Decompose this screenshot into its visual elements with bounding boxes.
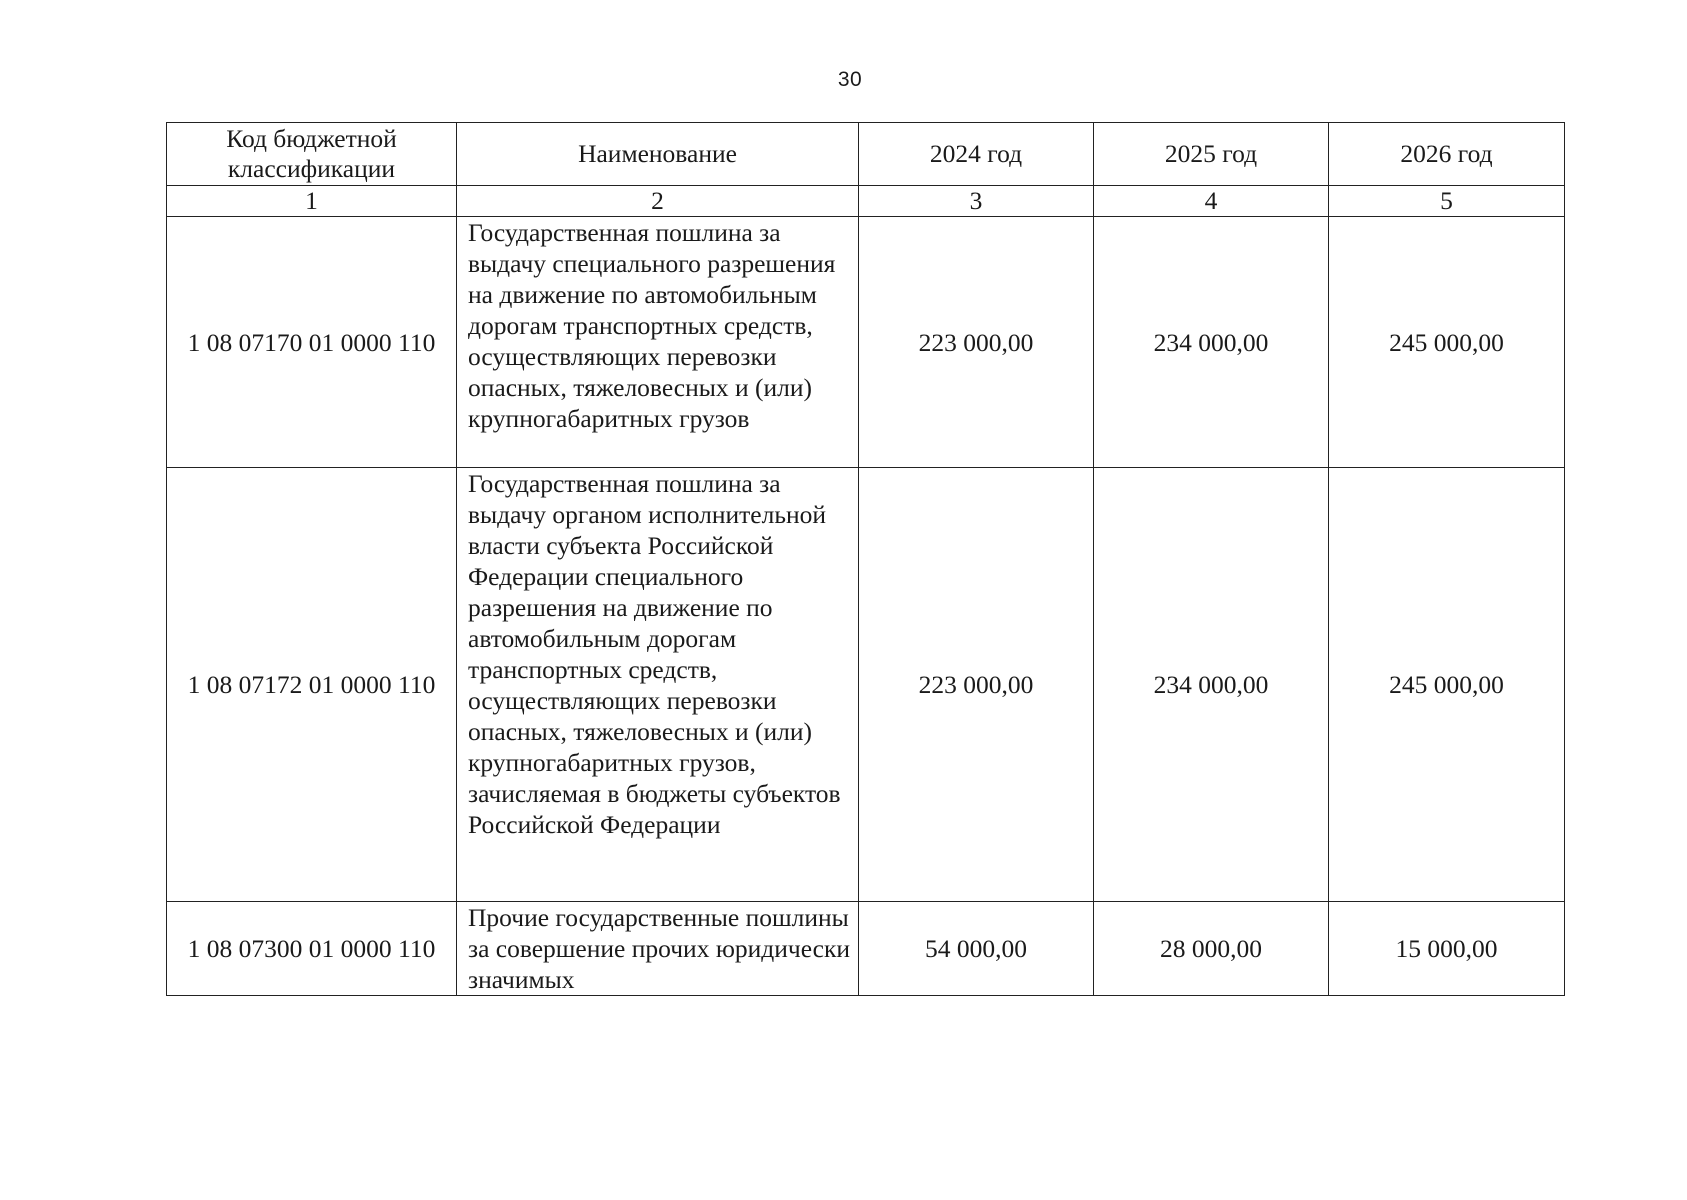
column-number: 1 [167, 186, 457, 217]
amount-2025-cell: 234 000,00 [1094, 468, 1329, 902]
amount-2024-cell: 223 000,00 [859, 468, 1094, 902]
page-number: 30 [837, 68, 863, 91]
name-cell [457, 902, 859, 996]
column-number: 4 [1094, 186, 1329, 217]
column-number-row [167, 186, 1565, 217]
table-row [167, 468, 1565, 902]
amount-2025-cell: 234 000,00 [1094, 217, 1329, 468]
header-year-2024: 2024 год [859, 123, 1094, 186]
table-header-row [167, 123, 1565, 186]
amount-2026-cell: 245 000,00 [1329, 468, 1565, 902]
table-row [167, 902, 1565, 996]
budget-code-cell: 1 08 07300 01 0000 110 [167, 902, 457, 996]
header-name: Наименование [457, 123, 859, 186]
amount-2024-cell: 54 000,00 [859, 902, 1094, 996]
amount-2024-cell: 223 000,00 [859, 217, 1094, 468]
budget-revenue-table [166, 122, 1565, 996]
budget-code-cell: 1 08 07170 01 0000 110 [167, 217, 457, 468]
amount-2025-cell: 28 000,00 [1094, 902, 1329, 996]
header-budget-code: Код бюджетной классификации [167, 123, 457, 186]
header-year-2025: 2025 год [1094, 123, 1329, 186]
amount-2026-cell: 15 000,00 [1329, 902, 1565, 996]
name-cell: Государственная пошлина за выдачу органом исполнительной власти субъекта Российской Федерации специального разрешения на движение по автомобильным дорогам транспортных средств, осуществляющих перевозки опасных, тяжеловесных и (или) крупногабаритных грузов, зачисляемая в бюджеты субъектов Российской Федерации [457, 468, 859, 902]
name-cell-text: Прочие государственные пошлины за совершение прочих юридически значимых [468, 903, 851, 994]
header-year-2026: 2026 год [1329, 123, 1565, 186]
amount-2026-cell: 245 000,00 [1329, 217, 1565, 468]
column-number: 2 [457, 186, 859, 217]
column-number: 3 [859, 186, 1094, 217]
table-row [167, 217, 1565, 468]
name-cell: Государственная пошлина за выдачу специального разрешения на движение по автомобильным дорогам транспортных средств, осуществляющих перевозки опасных, тяжеловесных и (или) крупногабаритных грузов [457, 217, 859, 468]
column-number: 5 [1329, 186, 1565, 217]
budget-code-cell: 1 08 07172 01 0000 110 [167, 468, 457, 902]
